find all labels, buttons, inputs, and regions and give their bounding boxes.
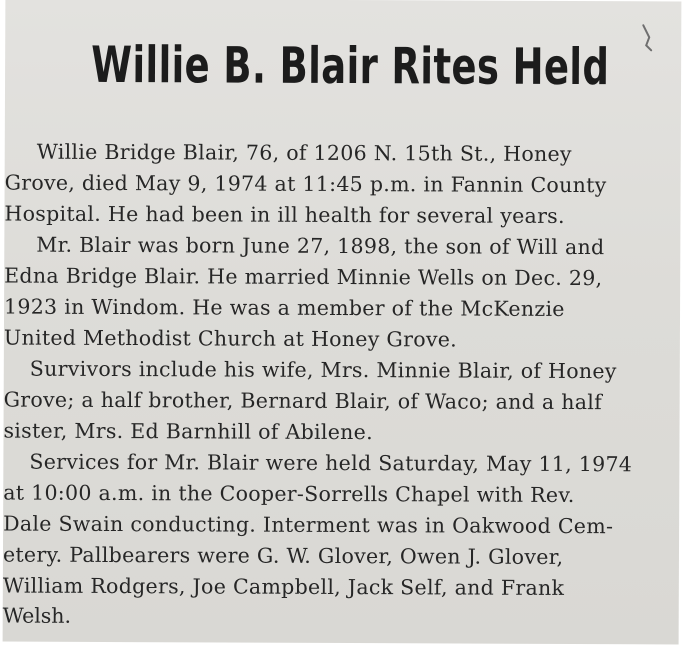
article-line-5: Edna Bridge Blair. He married Minnie Wells on Dec. 29, xyxy=(4,263,603,291)
article-line-15: William Rodgers, Joe Campbell, Jack Self, and Frank xyxy=(2,573,565,600)
newspaper-clipping xyxy=(3,0,682,644)
article-line-2: Grove, died May 9, 1974 at 11:45 p.m. in Fannin County xyxy=(4,170,607,198)
article-line-9: Grove; a half brother, Bernard Blair, of Waco; and a half xyxy=(3,387,603,415)
article-line-10: sister, Mrs. Ed Barnhill of Abilene. xyxy=(3,418,374,445)
article-line-4: Mr. Blair was born June 27, 1898, the son of Will and xyxy=(36,232,605,260)
obituary-headline: Willie B. Blair Rites Held xyxy=(91,35,610,97)
article-line-6: 1923 in Windom. He was a member of the McKenzie xyxy=(4,294,565,321)
fold-mark-icon xyxy=(637,23,659,53)
article-line-13: Dale Swain conducting. Interment was in Oakwood Cem- xyxy=(3,511,614,539)
article-line-16: Welsh. xyxy=(2,603,72,628)
article-cut-off-line xyxy=(2,603,203,628)
article-line-3: Hospital. He had been in ill health for several years. xyxy=(4,201,565,228)
article-line-11: Services for Mr. Blair were held Saturday, May 11, 1974 xyxy=(29,449,633,477)
article-line-1: Willie Bridge Blair, 76, of 1206 N. 15th St., Honey xyxy=(36,139,572,167)
article-line-12: at 10:00 a.m. in the Cooper-Sorrells Chapel with Rev. xyxy=(3,480,575,508)
article-line-8: Survivors include his wife, Mrs. Minnie Blair, of Honey xyxy=(29,356,617,384)
article-line-7: United Methodist Church at Honey Grove. xyxy=(3,325,458,352)
article-line-14: etery. Pallbearers were G. W. Glover, Owen J. Glover, xyxy=(2,542,564,569)
